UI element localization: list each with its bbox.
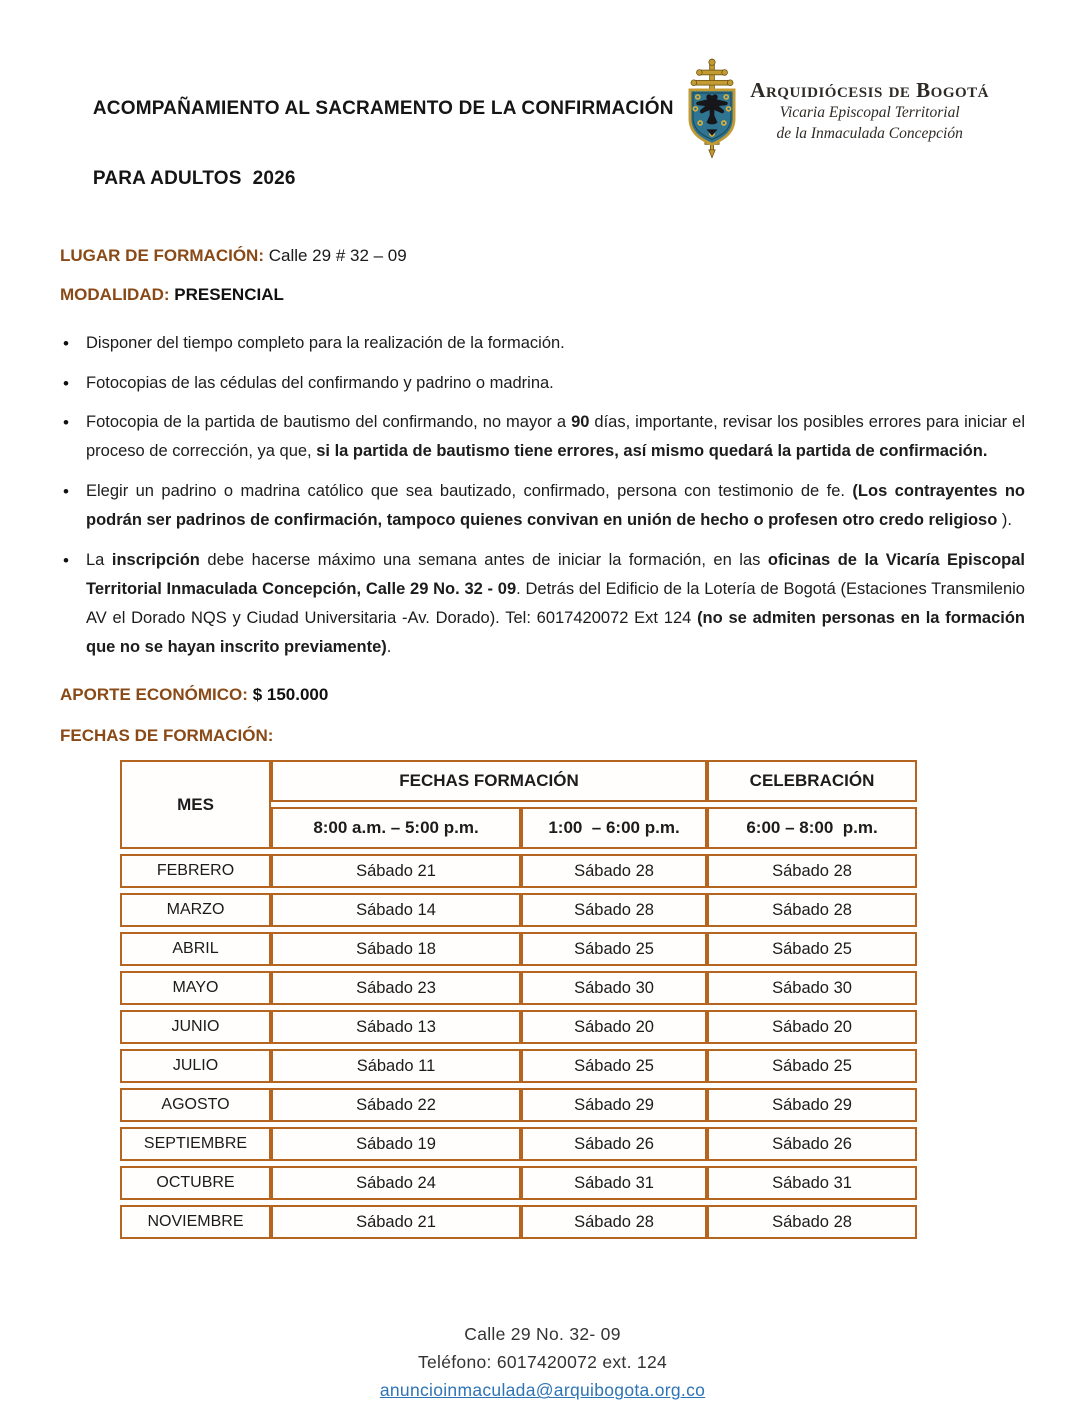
date-cell: Sábado 13 xyxy=(271,1010,521,1044)
logo-org-name: Arquidiócesis de Bogotá xyxy=(750,78,989,102)
page-title-line2: PARA ADULTOS 2026 xyxy=(92,168,296,190)
page-title xyxy=(60,56,674,232)
table-row xyxy=(120,1049,917,1083)
schedule-table xyxy=(120,755,917,1244)
date-cell: Sábado 20 xyxy=(707,1010,917,1044)
month-cell: JULIO xyxy=(120,1049,271,1083)
date-cell: Sábado 23 xyxy=(271,971,521,1005)
date-cell: Sábado 29 xyxy=(521,1088,707,1122)
date-cell: Sábado 25 xyxy=(521,1049,707,1083)
date-cell: Sábado 22 xyxy=(271,1088,521,1122)
logo-text xyxy=(750,78,989,145)
table-header-row-1 xyxy=(120,760,917,802)
header-time-1: 8:00 a.m. – 5:00 p.m. xyxy=(271,807,521,849)
date-cell: Sábado 28 xyxy=(707,893,917,927)
date-cell: Sábado 25 xyxy=(707,1049,917,1083)
date-cell: Sábado 28 xyxy=(521,854,707,888)
list-item: • Elegir un padrino o madrina católico que sea bautizado, confirmado, persona con testimonio de fe. (Los contrayentes no podrán ser padrinos de confirmación, tampoco quienes convivan en unión de hecho o profesen otro credo religioso ). xyxy=(60,477,1025,535)
header-mes: MES xyxy=(120,760,271,849)
coat-of-arms-icon xyxy=(682,56,742,160)
date-cell: Sábado 19 xyxy=(271,1127,521,1161)
schedule-table-head xyxy=(120,760,917,849)
date-cell: Sábado 21 xyxy=(271,854,521,888)
lugar-line xyxy=(60,246,1025,266)
table-row xyxy=(120,1010,917,1044)
logo-subtitle-line2: de la Inmaculada Concepción xyxy=(776,124,963,142)
table-row xyxy=(120,854,917,888)
date-cell: Sábado 14 xyxy=(271,893,521,927)
modalidad-label: MODALIDAD: xyxy=(60,284,170,304)
month-cell: ABRIL xyxy=(120,932,271,966)
table-row xyxy=(120,893,917,927)
aporte-value: $ 150.000 xyxy=(252,685,329,705)
list-item: • Disponer del tiempo completo para la realización de la formación. xyxy=(60,329,1025,358)
month-cell: FEBRERO xyxy=(120,854,271,888)
date-cell: Sábado 28 xyxy=(521,1205,707,1239)
date-cell: Sábado 21 xyxy=(271,1205,521,1239)
document-footer xyxy=(60,1320,1025,1404)
aporte-label: APORTE ECONÓMICO: xyxy=(60,685,248,705)
fechas-line xyxy=(60,726,1025,746)
table-row xyxy=(120,932,917,966)
modalidad-line xyxy=(60,285,1025,305)
date-cell: Sábado 18 xyxy=(271,932,521,966)
lugar-label: LUGAR DE FORMACIÓN: xyxy=(60,245,264,265)
list-item: • La inscripción debe hacerse máximo una semana antes de iniciar la formación, en las oficinas de la Vicaría Episcopal Territorial Inmaculada Concepción, Calle 29 No. 32 - 09. Detrás del Edificio de la Lotería de Bogotá (Estaciones Transmilenio AV el Dorado NQS y Ciudad Universitaria -Av. Dorado). Tel: 6017420072 Ext 124 (no se admiten personas en la formación que no se hayan inscrito previamente). xyxy=(60,546,1025,662)
table-row xyxy=(120,1166,917,1200)
header-time-3: 6:00 – 8:00 p.m. xyxy=(707,807,917,849)
table-row xyxy=(120,1205,917,1239)
month-cell: MAYO xyxy=(120,971,271,1005)
month-cell: NOVIEMBRE xyxy=(120,1205,271,1239)
date-cell: Sábado 20 xyxy=(521,1010,707,1044)
date-cell: Sábado 31 xyxy=(707,1166,917,1200)
date-cell: Sábado 28 xyxy=(521,893,707,927)
fechas-label: FECHAS DE FORMACIÓN: xyxy=(60,726,274,746)
list-item: • Fotocopia de la partida de bautismo del confirmando, no mayor a 90 días, importante, revisar los posibles errores para iniciar el proceso de corrección, ya que, si la partida de bautismo tiene errores, así mismo quedará la partida de confirmación. xyxy=(60,408,1025,466)
month-cell: MARZO xyxy=(120,893,271,927)
schedule-table-body xyxy=(120,854,917,1239)
date-cell: Sábado 25 xyxy=(521,932,707,966)
footer-phone: Teléfono: 6017420072 ext. 124 xyxy=(417,1352,668,1373)
footer-address: Calle 29 No. 32- 09 xyxy=(464,1324,621,1345)
date-cell: Sábado 11 xyxy=(271,1049,521,1083)
month-cell: AGOSTO xyxy=(120,1088,271,1122)
header-fechas-formacion: FECHAS FORMACIÓN xyxy=(271,760,707,802)
aporte-line xyxy=(60,685,1025,705)
document-header xyxy=(60,56,1025,232)
arquidiocesis-logo xyxy=(682,56,989,160)
table-row xyxy=(120,971,917,1005)
date-cell: Sábado 24 xyxy=(271,1166,521,1200)
page-title-line1: ACOMPAÑAMIENTO AL SACRAMENTO DE LA CONFIRMACIÓN xyxy=(92,98,674,120)
list-item: • Fotocopias de las cédulas del confirmando y padrino o madrina. xyxy=(60,369,1025,398)
month-cell: OCTUBRE xyxy=(120,1166,271,1200)
date-cell: Sábado 30 xyxy=(521,971,707,1005)
date-cell: Sábado 26 xyxy=(707,1127,917,1161)
date-cell: Sábado 28 xyxy=(707,854,917,888)
table-row xyxy=(120,1088,917,1122)
header-celebracion: CELEBRACIÓN xyxy=(707,760,917,802)
date-cell: Sábado 29 xyxy=(707,1088,917,1122)
table-row xyxy=(120,1127,917,1161)
header-time-2: 1:00 – 6:00 p.m. xyxy=(521,807,707,849)
date-cell: Sábado 30 xyxy=(707,971,917,1005)
footer-email-link[interactable]: anuncioinmaculada@arquibogota.org.co xyxy=(379,1380,706,1401)
modalidad-value: PRESENCIAL xyxy=(174,284,284,304)
lugar-value: Calle 29 # 32 – 09 xyxy=(268,245,407,265)
date-cell: Sábado 26 xyxy=(521,1127,707,1161)
date-cell: Sábado 31 xyxy=(521,1166,707,1200)
date-cell: Sábado 28 xyxy=(707,1205,917,1239)
requirements-list xyxy=(60,329,1025,662)
month-cell: SEPTIEMBRE xyxy=(120,1127,271,1161)
date-cell: Sábado 25 xyxy=(707,932,917,966)
month-cell: JUNIO xyxy=(120,1010,271,1044)
logo-subtitle-line1: Vicaria Episcopal Territorial xyxy=(779,104,960,121)
